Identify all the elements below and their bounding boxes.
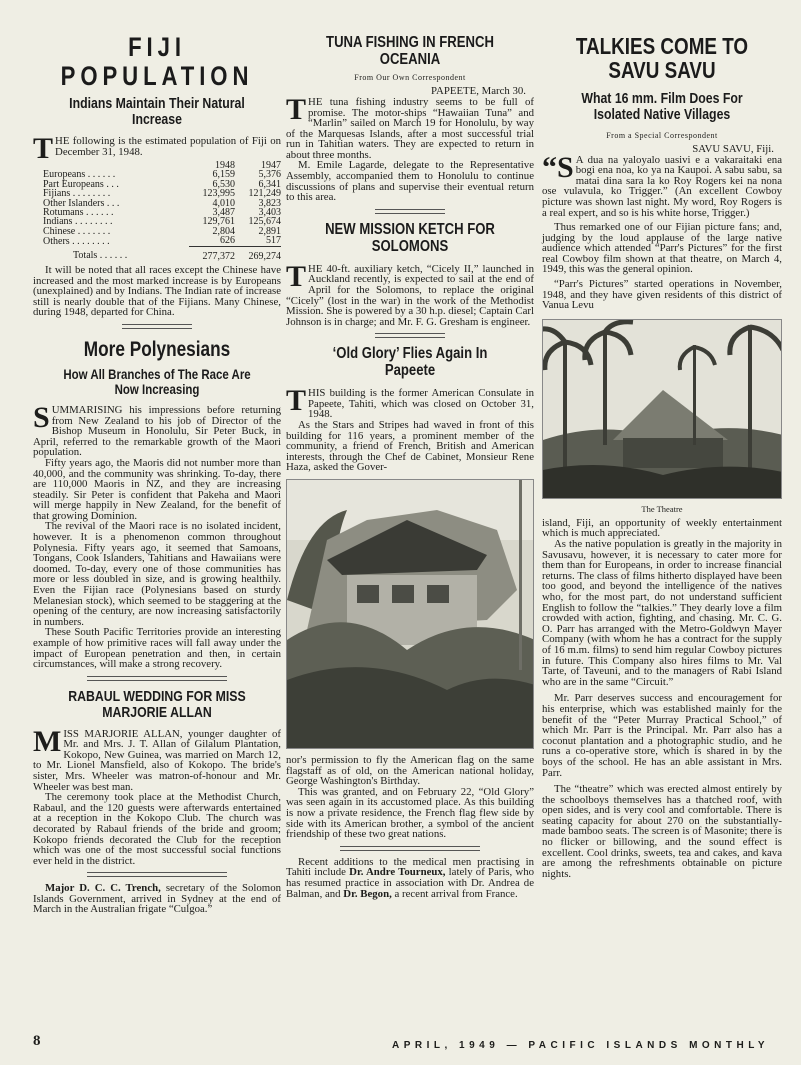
talkies-para-5: As the native population is greatly in the majority in Savusavu, however, it is necessary to cater more for them than for Europeans, in order to increase financial returns. The class of films hitherto displayed have been too good, and beyond the intelligence of the natives who, for the most part, do not understand sufficient English to follow the “talkies.” They dearly love a film crowded with action, fighting, and chasing. Mr. C. G. O. Parr has arranged with the Metro-Goldwyn Mayer Company (with whom he has a contract for the supply of 16 m.m. films) to send him regular Cowboy pictures in future. This Company also hires films to Mr. Val Tarte, of Taveuni, and to the managers of Rabi Island who are in the same “Circuit.” [542, 538, 782, 688]
glory-para-3: nor's permission to fly the American flag on the same flagstaff as of old, on the American national holiday, George Washington's Birthday. [286, 753, 534, 788]
divider [87, 872, 227, 877]
divider [340, 846, 480, 851]
table-row: Indians . . . . . . . . 129,761 125,674 [43, 216, 281, 228]
trench-text: secretary of the Solomon Islands Government, arrived in Sydney at the end of March in the Australian frigate “Culgoa.” [33, 882, 281, 916]
poly-para-2: Fifty years ago, the Maoris did not number more than 40,000, and the community was shrinking. To-day, there are 110,000 Maoris in NZ, and they are increasing steadily. Sir Peter is confident that Pakeha and Maori will merge happily in New Zealand, for the benefit of that growing Dominion. [33, 456, 281, 522]
rabaul-para-2: The ceremony took place at the Methodist Church, Rabaul, and the 120 guests were afterwards entertained at a reception in the Kokopo Club. The church was decorated by Rabaul friends of the bride and groom; Kokopo friends decorated the Club for the reception which was one of the most successful social functions ever held in the district. [33, 791, 281, 867]
column-right [542, 0, 782, 879]
trench-note [33, 883, 281, 915]
divider [87, 676, 227, 681]
tuna-para-1: HE tuna fishing industry seems to be full of promise. The motor-ships “Hawaiian Tuna” and “Marlin” sailed on March 19 for Honolulu, by way of the Marquesas Islands, after a most successful trial run in Tahitian waters. They are expected to return in about three months. [286, 95, 534, 161]
glory-drop-cap: T [286, 384, 307, 418]
talkies-dateline: SAVU SAVU, Fiji. [692, 142, 774, 155]
talkies-para-2: Thus remarked one of our Fijian picture fans; and, judging by the loud applause of the large native audience which attended “Parr's Pictures” for the first real Cowboy film shown at that theatre, on March 4, 1949, this was the general opinion. [542, 221, 782, 276]
poly-subheadline: How All Branches of The Race Are Now Increasing [63, 366, 251, 398]
talkies-subheadline: What 16 mm. Film Does For Isolated Native Villages [581, 89, 743, 123]
talkies-byline: From a Special Correspondent [606, 130, 718, 140]
table-row: Europeans . . . . . . 6,159 5,376 [43, 169, 281, 181]
poly-para-4: These South Pacific Territories provide an interesting example of how primitive races will fall away under the impact of European penetration and then, in certain circumstances, will make a strong recovery. [33, 626, 281, 671]
ketch-drop-cap: T [286, 259, 307, 293]
talkies-headline: TALKIES COME TO SAVU SAVU [575, 33, 749, 84]
col-header-1947: 1947 [261, 160, 281, 171]
table-row: Other Islanders . . . 4,010 3,823 [43, 197, 281, 209]
glory-para-2: As the Stars and Stripes had waved in front of this building for 116 years, a prominent member of the community, a friend of French, British and American interests, through the Chef de Cabinet, Monsieur Rene Haza, asked the Gover- [286, 419, 534, 474]
talkies-para-1: A dua na yaloyalo uasivi e a vakaraitaki ena bogi ena noa, ko ya na Kaupoi. A sabu sabu, sa matai dina sara la ko Roy Rogers kei na nona ose vulavula, ko Trigger.” (An excellent Cowboy picture was shown last night. My word, Roy Rogers is a real expert, and so is his white horse, Trigger.) [542, 153, 782, 219]
tuna-dateline: PAPEETE, March 30. [431, 84, 526, 97]
divider [375, 209, 445, 214]
poly-para-3: The revival of the Maori race is no isolated incident, however. It is a phenomenon common throughout Polynesia. Fifty years ago, it seemed that Samoans, Tongans, Cook Islanders, Tahitians and Hawaiians were doomed. To-day, every one of those communities has more or less doubled in size, and is growing healthily. Even the Fijian race (Polynesians based on sturdy Melanesian stock), which seemed to be staggering at the opening of the century, are now increasing satisfactorily in numbers. [33, 520, 281, 628]
glory-headline: ‘Old Glory’ Flies Again In Papeete [332, 345, 488, 380]
talkies-para-7: The “theatre” which was erected almost entirely by the schoolboys themselves has a thatched roof, with open sides, and is very cool and comfortable. There is seating capacity for about 270 on the substantially-made bamboo seats. The screen is of Masonite; there is no flicker or billowing, and the sound effect is excellent. Cool drinks, sweets, tea and cakes, and kava are among the refreshments obtainable on picture nights. [542, 783, 782, 880]
glory-para-1: HIS building is the former American Consulate in Papeete, Tahiti, which was closed on October 31, 1948. [308, 387, 534, 421]
rabaul-headline: RABAUL WEDDING FOR MISS MARJORIE ALLAN [68, 687, 246, 721]
table-row: Chinese . . . . . . . 2,804 2,891 [43, 225, 281, 237]
poly-para-1: UMMARISING his impressions before returning from New Zealand to his job of Director of the Bishop Museum in Honolulu, Sir Peter Buck, in April, referred to the remarkable growth of the Maori population. [33, 403, 281, 459]
glory-para-4: This was granted, and on February 22, “Old Glory” was seen again in its accustomed place. As this building is now a private residence, the French flag flew side by side with its American brother, a symbol of the ancient friendship of these two great nations. [286, 785, 534, 841]
talkies-drop-cap: “S [542, 150, 574, 184]
talkies-para-3: “Parr's Pictures” started operations in November, 1948, and they have given residents of this district of Vanua Levu [542, 278, 782, 312]
consulate-photo [286, 479, 534, 749]
column-middle [286, 0, 534, 899]
col-header-1948: 1948 [215, 160, 235, 171]
column-left [33, 0, 281, 915]
table-row: Rotumans . . . . . . 3,487 3,403 [43, 207, 281, 219]
ketch-para-1: HE 40-ft. auxiliary ketch, “Cicely II,” launched in Auckland recently, is expected to sail at the end of April for the Solomons, to replace the original “Cicely” (lost in the war) in the work of the Methodist Mission. She is powered by a 30 h.p. diesel; Captain Carl Johnson is in charge; and Mr. F. G. Gresham is engineer. [286, 262, 534, 328]
tuna-para-2: M. Emile Lagarde, delegate to the Representative Assembly, accompanied them to Honolulu to continue discussions of plans and supervise their eventual return to this area. [286, 159, 534, 204]
table-row: Others . . . . . . . . 626 517 [43, 235, 281, 247]
page-number: 8 [33, 1033, 41, 1049]
poly-drop-cap: S [33, 400, 50, 434]
medical-note: Recent additions to the medical men practising in Tahiti include Dr. Andre Tourneux, lately of Paris, who has resumed practice in association with Dr. Andrea de Balman, and Dr. Begon, a recent arrival from France. [286, 855, 534, 900]
table-total-row: Totals . . . . . . 277,372 269,274 [33, 246, 281, 261]
theatre-photo [542, 319, 782, 499]
page-footer: APRIL, 1949 — PACIFIC ISLANDS MONTHLY [392, 1040, 770, 1051]
trench-name: Major D. C. C. Trench, [45, 882, 161, 895]
population-table [33, 161, 281, 261]
theatre-palms-illustration [543, 320, 782, 498]
poly-headline: More Polynesians [83, 338, 231, 362]
table-row: Fijians . . . . . . . . 123,995 121,249 [43, 188, 281, 200]
fiji-headline: FIJI POPULATION [60, 32, 254, 91]
rabaul-para-1: ISS MARJORIE ALLAN, younger daughter of Mr. and Mrs. J. T. Allan of Gilalum Plantation, Kokopo, New Guinea, was married on March 12, to Mr. Lionel Mansfield, also of Kokopo. The bride's sister, Mrs. Wheeler was matron-of-honour and Mr. Wheeler was best man. [33, 727, 281, 793]
table-row: Part Europeans . . . 6,530 6,341 [43, 178, 281, 190]
fiji-drop-cap: T [33, 132, 54, 165]
fiji-intro: HE following is the estimated population of Fiji on December 31, 1948. [55, 135, 281, 158]
ketch-headline: NEW MISSION KETCH FOR SOLOMONS [325, 220, 495, 255]
rabaul-drop-cap: M [33, 724, 62, 758]
fiji-body: It will be noted that all races except the Chinese have increased and the most marked increase is by Europeans (unexplained) and by Indians. The Indian rate of increase still is nearly double that of the Fijians. Many Chinese, during 1948, departed for China. [33, 264, 281, 319]
talkies-para-6: Mr. Parr deserves success and encouragement for his enterprise, which was established mainly for the benefit of the “Peter Murray Practical School,” of which Mr. Parr is the Principal. Mr. Parr also has a coconut plantation and a photographic studio, and he runs a co-operative store, which is shared in by the boys of the school. He has an able assistant in Mrs. Parr. [542, 692, 782, 779]
fiji-subheadline: Indians Maintain Their Natural Increase [69, 95, 245, 129]
divider [122, 324, 192, 329]
tuna-drop-cap: T [286, 92, 307, 126]
theatre-caption: The Theatre [641, 503, 683, 514]
tuna-byline: From Our Own Correspondent [354, 72, 466, 82]
tuna-headline: TUNA FISHING IN FRENCH OCEANIA [326, 34, 494, 68]
divider [375, 333, 445, 338]
talkies-para-4: island, Fiji, an opportunity of weekly entertainment which is much appreciated. [542, 516, 782, 540]
consulate-building-illustration [287, 480, 534, 748]
